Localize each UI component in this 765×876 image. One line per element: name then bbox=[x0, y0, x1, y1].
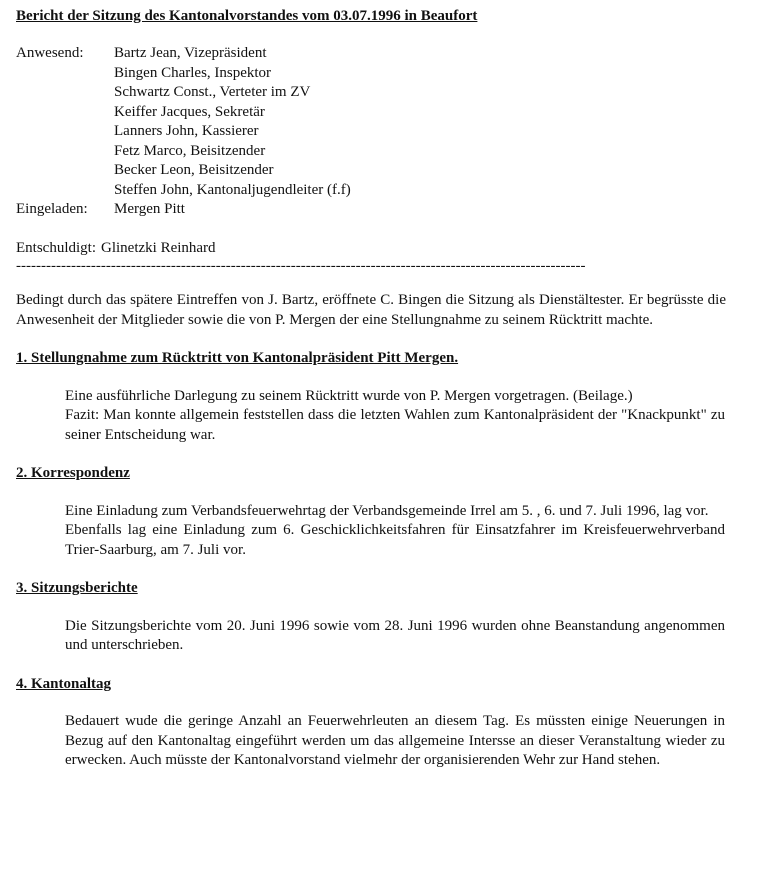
present-label: Anwesend: bbox=[16, 45, 84, 61]
present-member: Schwartz Const., Verteter im ZV bbox=[114, 84, 311, 100]
invited-list bbox=[114, 200, 185, 220]
dashed-divider: ------------------------------------------------------------------------------------------------------------------ bbox=[16, 258, 586, 274]
excused-member: Glinetzki Reinhard bbox=[101, 239, 216, 256]
section-paragraph: Bedauert wude die geringe Anzahl an Feuerwehrleuten an diesem Tag. Es müssten einige Neuerungen in Bezug auf den Kantonaltag eingeführt werden um das allgemeine Intersse an dieser Veranstaltung wieder zu erwecken. Auch müsste der Kantonalvorstand vielmehr der organisierenden Wehr zur Hand stehen. bbox=[65, 713, 725, 768]
report-title: Bericht der Sitzung des Kantonalvorstandes vom 03.07.1996 in Beaufort bbox=[16, 8, 478, 24]
section-heading: 3. Sitzungsberichte bbox=[16, 580, 138, 596]
section bbox=[16, 675, 726, 771]
present-member: Fetz Marco, Beisitzender bbox=[114, 142, 266, 159]
present-member: Bingen Charles, Inspektor bbox=[114, 64, 272, 81]
section-paragraph: Eine Einladung zum Verbandsfeuerwehrtag der Verbandsgemeinde Irrel am 5. , 6. und 7. Juli 1996, lag vor. bbox=[65, 502, 709, 519]
invited-label: Eingeladen: bbox=[16, 201, 88, 217]
intro-paragraph: Bedingt durch das spätere Eintreffen von J. Bartz, eröffnete C. Bingen die Sitzung als Dienstältester. Er begrüsste die Anwesenheit der Mitglieder sowie die von P. Mergen der eine Stellungnahme zu seinem Rücktritt machte. bbox=[16, 292, 726, 328]
section-paragraph: Eine ausführliche Darlegung zu seinem Rücktritt wurde von P. Mergen vorgetragen. (Beilage.) bbox=[65, 387, 633, 404]
present-member: Lanners John, Kassierer bbox=[114, 123, 259, 139]
excused-label: Entschuldigt: bbox=[16, 239, 96, 256]
section bbox=[16, 579, 726, 656]
present-member: Steffen John, Kantonaljugendleiter (f.f) bbox=[114, 181, 351, 198]
invited-member: Mergen Pitt bbox=[114, 201, 185, 217]
section-body bbox=[65, 502, 725, 561]
present-member: Bartz Jean, Vizepräsident bbox=[114, 45, 267, 61]
section-paragraph: Ebenfalls lag eine Einladung zum 6. Geschicklichkeitsfahren für Einsatzfahrer im Kreisfeuerwehrverband Trier-Saarburg, am 7. Juli vor. bbox=[65, 522, 725, 558]
section-body bbox=[65, 712, 725, 771]
present-member: Keiffer Jacques, Sekretär bbox=[114, 103, 265, 120]
invited-block bbox=[16, 200, 726, 220]
section-heading: 4. Kantonaltag bbox=[16, 675, 112, 692]
section bbox=[16, 349, 726, 445]
section-heading: 1. Stellungnahme zum Rücktritt von Kantonalpräsident Pitt Mergen. bbox=[16, 350, 459, 366]
section-body bbox=[65, 387, 725, 446]
present-block bbox=[16, 44, 726, 200]
present-list bbox=[114, 44, 351, 200]
present-member: Becker Leon, Beisitzender bbox=[114, 162, 274, 178]
section-paragraph: Die Sitzungsberichte vom 20. Juni 1996 sowie vom 28. Juni 1996 wurden ohne Beanstandung angenommen und unterschrieben. bbox=[65, 617, 725, 653]
section bbox=[16, 464, 726, 560]
excused-block bbox=[16, 239, 726, 259]
section-body bbox=[65, 617, 725, 656]
document-page bbox=[16, 6, 726, 771]
section-paragraph: Fazit: Man konnte allgemein feststellen dass die letzten Wahlen zum Kantonalpräsident der "Knackpunkt" zu seiner Entscheidung war. bbox=[65, 407, 725, 443]
section-heading: 2. Korrespondenz bbox=[16, 465, 130, 481]
